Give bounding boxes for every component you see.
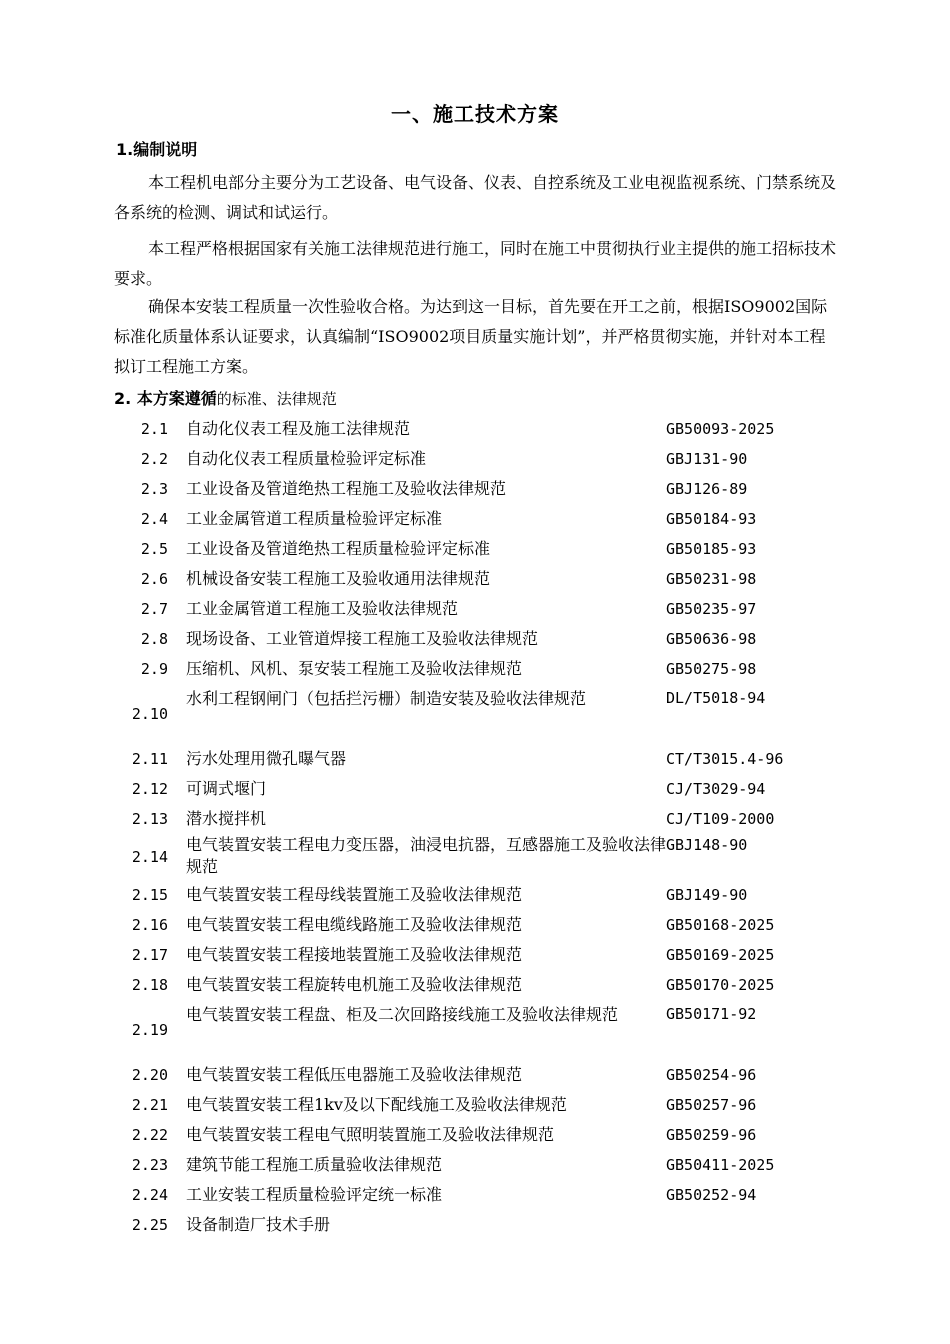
standard-name: 电气装置安装工程低压电器施工及验收法律规范	[186, 1065, 523, 1084]
standard-number: 2.14	[131, 848, 168, 866]
standard-row	[118, 940, 838, 970]
standard-row	[118, 1180, 838, 1210]
standard-code: CJ/T3029-94	[666, 780, 766, 798]
standard-name: 电气装置安装工程电力变压器，油浸电抗器，互感器施工及验收法律规范	[186, 835, 667, 876]
standard-code: CJ/T109-2000	[666, 810, 775, 828]
standard-name: 电气装置安装工程电气照明装置施工及验收法律规范	[186, 1125, 555, 1144]
standard-row	[118, 444, 838, 474]
standard-name: 电气装置安装工程母线装置施工及验收法律规范	[186, 885, 523, 904]
standard-name: 自动化仪表工程及施工法律规范	[186, 419, 411, 438]
standard-row	[118, 774, 838, 804]
standard-name: 可调式堰门	[186, 779, 267, 798]
standard-row	[118, 880, 838, 910]
standard-number: 2.19	[131, 1020, 168, 1039]
standard-code: GBJ126-89	[666, 480, 748, 498]
standard-number: 2.11	[131, 750, 168, 768]
standard-row	[118, 1120, 838, 1150]
standard-row	[118, 970, 838, 1000]
standard-name: 建筑节能工程施工质量验收法律规范	[186, 1155, 443, 1174]
standard-number: 2.23	[131, 1156, 168, 1174]
section-1-heading: 1.编制说明	[116, 140, 198, 159]
standard-number: 2.24	[131, 1186, 168, 1204]
standard-name: 现场设备、工业管道焊接工程施工及验收法律规范	[186, 629, 539, 648]
standard-code: GBJ148-90	[666, 836, 748, 854]
standard-code: GB50257-96	[666, 1096, 757, 1114]
standard-number: 2.9	[140, 660, 168, 678]
standard-name: 工业设备及管道绝热工程施工及验收法律规范	[186, 479, 507, 498]
standard-number: 2.16	[131, 916, 168, 934]
standard-number: 2.7	[140, 600, 168, 618]
standard-code: GB50093-2025	[666, 420, 775, 438]
standard-number: 2.5	[140, 540, 168, 558]
standard-name: 自动化仪表工程质量检验评定标准	[186, 449, 427, 468]
standard-row	[118, 804, 838, 834]
section-2-heading	[114, 386, 337, 409]
standard-number: 2.25	[131, 1216, 168, 1234]
section-2-heading-normal: 的标准、法律规范	[216, 390, 337, 408]
standard-row	[118, 624, 838, 654]
standard-name: 电气装置安装工程1kv及以下配线施工及验收法律规范	[186, 1095, 567, 1114]
standard-number: 2.13	[131, 810, 168, 828]
standard-number: 2.3	[140, 480, 168, 498]
standard-code: GB50171-92	[666, 1005, 757, 1023]
standard-name: 潜水搅拌机	[186, 809, 267, 828]
standard-number: 2.17	[131, 946, 168, 964]
standard-code: GB50170-2025	[666, 976, 775, 994]
standard-code: GB50411-2025	[666, 1156, 775, 1174]
standard-row	[118, 414, 838, 444]
standard-number: 2.22	[131, 1126, 168, 1144]
standard-name: 压缩机、风机、泵安装工程施工及验收法律规范	[186, 659, 523, 678]
standard-name: 污水处理用微孔曝气器	[186, 749, 347, 768]
section-2-heading-bold: 2. 本方案遵循	[114, 389, 217, 408]
standard-row	[118, 1060, 838, 1090]
standard-row	[118, 594, 838, 624]
standard-number: 2.1	[140, 420, 168, 438]
standard-number: 2.8	[140, 630, 168, 648]
standard-number: 2.10	[131, 704, 168, 723]
standard-name: 工业安装工程质量检验评定统一标准	[186, 1185, 443, 1204]
standard-code: GBJ131-90	[666, 450, 748, 468]
standards-list	[118, 414, 838, 1240]
standard-name: 电气装置安装工程接地装置施工及验收法律规范	[186, 945, 523, 964]
standard-row	[118, 1210, 838, 1240]
standard-number: 2.2	[140, 450, 168, 468]
standard-number: 2.20	[131, 1066, 168, 1084]
standard-code: GB50169-2025	[666, 946, 775, 964]
standard-name: 电气装置安装工程盘、柜及二次回路接线施工及验收法律规范	[186, 1005, 619, 1024]
standard-number: 2.12	[131, 780, 168, 798]
standard-code: GB50168-2025	[666, 916, 775, 934]
standard-code: GB50275-98	[666, 660, 757, 678]
paragraph-2: 本工程严格根据国家有关施工法律规范进行施工，同时在施工中贯彻执行业主提供的施工招标技术要求。	[114, 239, 837, 288]
standard-number: 2.4	[140, 510, 168, 528]
standard-code: CT/T3015.4-96	[666, 750, 784, 768]
standard-name: 机械设备安装工程施工及验收通用法律规范	[186, 569, 491, 588]
paragraph-1: 本工程机电部分主要分为工艺设备、电气设备、仪表、自控系统及工业电视监视系统、门禁系统及各系统的检测、调试和试运行。	[114, 173, 837, 222]
standard-number: 2.6	[140, 570, 168, 588]
standard-name: 电气装置安装工程电缆线路施工及验收法律规范	[186, 915, 523, 934]
standard-number: 2.21	[131, 1096, 168, 1114]
standard-code: GB50231-98	[666, 570, 757, 588]
standard-number: 2.18	[131, 976, 168, 994]
standard-row	[118, 1000, 838, 1060]
standard-code: DL/T5018-94	[666, 689, 766, 707]
standard-name: 工业金属管道工程施工及验收法律规范	[186, 599, 459, 618]
standard-code: GB50235-97	[666, 600, 757, 618]
standard-code: GBJ149-90	[666, 886, 748, 904]
standard-row	[118, 834, 838, 880]
standard-code: GB50259-96	[666, 1126, 757, 1144]
standard-row	[118, 744, 838, 774]
standard-row	[118, 474, 838, 504]
page-title: 一、施工技术方案	[391, 102, 559, 126]
standard-row	[118, 504, 838, 534]
standard-row	[118, 564, 838, 594]
standard-name: 电气装置安装工程旋转电机施工及验收法律规范	[186, 975, 523, 994]
standard-row	[118, 1090, 838, 1120]
standard-number: 2.15	[131, 886, 168, 904]
paragraph-3: 确保本安装工程质量一次性验收合格。为达到这一目标，首先要在开工之前，根据ISO9002国际标准化质量体系认证要求，认真编制“ISO9002项目质量实施计划”，并严格贯彻实施，并针对本工程拟订工程施工方案。	[114, 297, 828, 376]
standard-code: GB50254-96	[666, 1066, 757, 1084]
standard-code: GB50252-94	[666, 1186, 757, 1204]
standard-code: GB50185-93	[666, 540, 757, 558]
standard-code: GB50636-98	[666, 630, 757, 648]
standard-name: 设备制造厂技术手册	[186, 1215, 331, 1234]
standard-row	[118, 534, 838, 564]
standard-name: 水利工程钢闸门（包括拦污栅）制造安装及验收法律规范	[186, 689, 587, 708]
standard-row	[118, 684, 838, 744]
standard-name: 工业设备及管道绝热工程质量检验评定标准	[186, 539, 491, 558]
standard-row	[118, 1150, 838, 1180]
standard-name: 工业金属管道工程质量检验评定标准	[186, 509, 443, 528]
standard-row	[118, 654, 838, 684]
standard-row	[118, 910, 838, 940]
standard-code: GB50184-93	[666, 510, 757, 528]
